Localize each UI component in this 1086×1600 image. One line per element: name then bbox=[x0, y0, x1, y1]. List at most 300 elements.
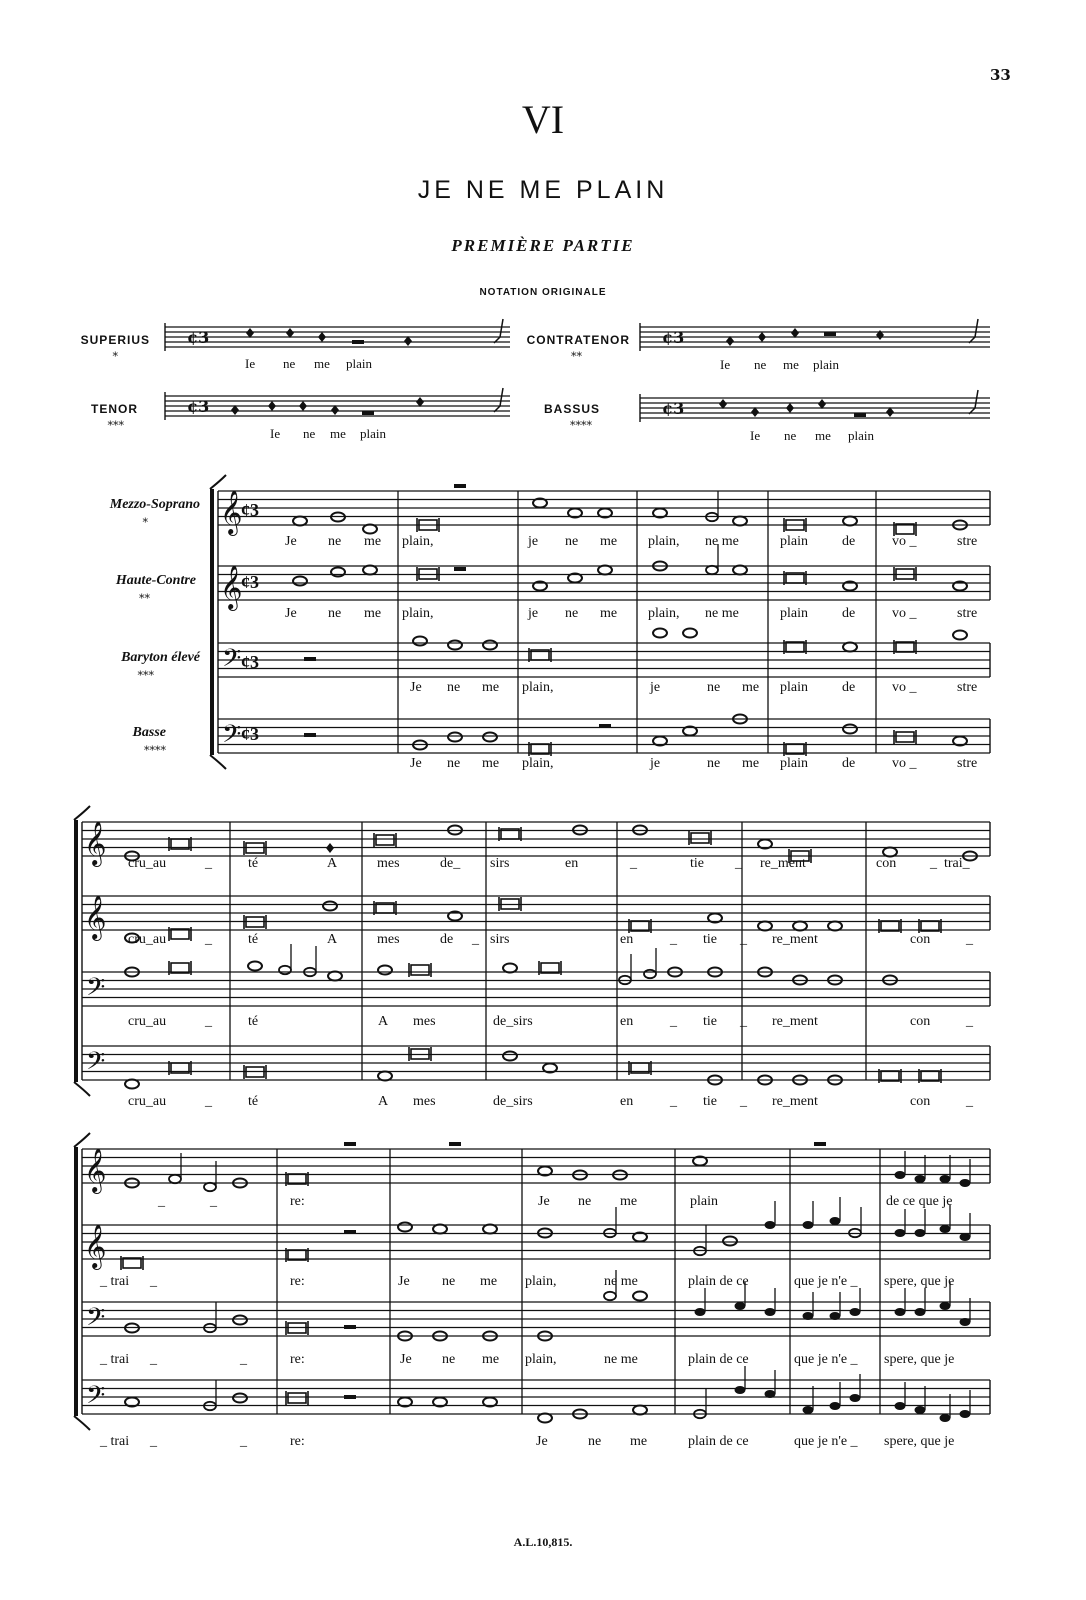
system-2-voice-3-note-2-4 bbox=[328, 972, 342, 981]
system-3-voice-2-note-6-2 bbox=[830, 1217, 841, 1225]
system-3-treble-clef-1: 𝄞 bbox=[84, 1148, 107, 1192]
section-numeral: VI bbox=[521, 97, 565, 142]
lyric-s2-v3-w8: _ bbox=[670, 1014, 677, 1029]
voice-stars-mezzo-soprano: * bbox=[142, 516, 148, 529]
original-staff-superius-note-2 bbox=[318, 332, 326, 342]
lyric-s3-v3-w3: _ bbox=[240, 1352, 247, 1367]
original-lyric-bassus-1: Ie bbox=[750, 428, 761, 443]
lyric-s3-v3-w1: _ trai bbox=[100, 1352, 130, 1367]
lyric-s1-v3-w5: je bbox=[650, 680, 661, 695]
lyric-s3-v4-w6: ne bbox=[588, 1434, 602, 1449]
system-2-bass-clef-3: 𝄢 bbox=[86, 973, 106, 1008]
lyric-s1-v2-w6: ne bbox=[565, 606, 579, 621]
lyric-s3-v4-w9: que je n'e _ bbox=[794, 1434, 858, 1449]
lyric-s1-v4-w4: plain, bbox=[522, 756, 554, 771]
lyric-s3-v3-w2: _ bbox=[150, 1352, 157, 1367]
original-staff-tenor-rest-4 bbox=[362, 411, 374, 415]
lyric-s2-v4-w6: de_sirs bbox=[493, 1094, 533, 1109]
lyric-s1-v4-w2: ne bbox=[447, 756, 461, 771]
system-1-voice-2-note-4-3 bbox=[733, 566, 747, 575]
lyric-s1-v3-w8: plain bbox=[780, 680, 808, 695]
lyric-s3-v1-w1: _ bbox=[158, 1194, 165, 1209]
lyric-s2-v2-w10: _ bbox=[670, 932, 677, 947]
lyric-s2-v2-w12: _ bbox=[740, 932, 747, 947]
system-2-voice-4-note-3-1 bbox=[378, 1072, 392, 1081]
system-1-voice-4-note-2-2 bbox=[448, 733, 462, 742]
system-1-voice-2-note-1-2 bbox=[331, 568, 345, 577]
system-3-voice-4-note-5-3 bbox=[765, 1390, 776, 1398]
system-3-voice-3-note-7-1 bbox=[895, 1308, 906, 1316]
voice-label-tenor: TENOR bbox=[91, 402, 138, 416]
system-2-treble-clef-1: 𝄞 bbox=[84, 821, 107, 865]
voice-stars-haute-contre: ** bbox=[139, 592, 150, 605]
system-1-voice-2-note-1-3 bbox=[363, 566, 377, 575]
lyric-s3-v4-w4: re: bbox=[290, 1434, 305, 1449]
lyric-s3-v2-w11: spere, que je bbox=[884, 1274, 955, 1289]
lyric-s1-v3-w1: Je bbox=[410, 680, 422, 695]
page-title: JE NE ME PLAIN bbox=[417, 176, 669, 204]
system-1-voice-1-note-4-3 bbox=[733, 517, 747, 526]
lyric-s3-v1-w2: _ bbox=[210, 1194, 217, 1209]
original-staff-tenor-note-1 bbox=[268, 401, 276, 411]
lyric-s2-v4-w5: mes bbox=[413, 1094, 436, 1109]
lyric-s3-v1-w6: me bbox=[620, 1194, 638, 1209]
system-3-voice-1-note-1-2 bbox=[169, 1175, 181, 1183]
lyric-s3-v2-w5: ne bbox=[442, 1274, 456, 1289]
lyric-s2-v2-w15: _ bbox=[966, 932, 973, 947]
lyric-s1-v3-w2: ne bbox=[447, 680, 461, 695]
lyric-s3-v4-w1: _ trai bbox=[100, 1434, 130, 1449]
system-3-voice-4-note-5-2 bbox=[735, 1386, 746, 1394]
lyric-s2-v4-w12: con bbox=[910, 1094, 931, 1109]
original-lyric-superius-4: plain bbox=[346, 356, 372, 371]
lyric-s1-v2-w12: vo _ bbox=[892, 606, 917, 621]
system-3-voice-4-note-2-2 bbox=[344, 1395, 356, 1399]
lyric-s1-v2-w10: plain bbox=[780, 606, 808, 621]
original-staff-bassus-mensuration: ¢3 bbox=[662, 399, 685, 418]
voice-label-baryton-eleve: Baryton élevé bbox=[121, 650, 200, 665]
system-1-bass-clef-4: 𝄢 bbox=[222, 720, 242, 755]
page-number: 33 bbox=[990, 66, 1011, 84]
system-1-voice-3-note-4-1 bbox=[653, 629, 667, 638]
lyric-s1-v3-w10: vo _ bbox=[892, 680, 917, 695]
page-subtitle: PREMIÈRE PARTIE bbox=[451, 236, 635, 255]
original-lyric-contratenor-2: ne bbox=[754, 357, 767, 372]
system-2-voice-3-note-3-1 bbox=[378, 966, 392, 975]
lyric-s1-v2-w5: je bbox=[528, 606, 539, 621]
lyric-s2-v4-w3: té bbox=[248, 1094, 259, 1109]
lyric-s2-v1-w13: con bbox=[876, 856, 897, 871]
system-3-voice-1-note-8-1 bbox=[895, 1171, 906, 1179]
voice-stars-contratenor: ** bbox=[571, 350, 582, 363]
lyric-s2-v2-w4: A bbox=[327, 932, 338, 947]
lyric-s2-v3-w7: en bbox=[620, 1014, 634, 1029]
original-lyric-bassus-2: ne bbox=[784, 428, 797, 443]
system-1-voice-1-note-1-1 bbox=[293, 517, 307, 526]
system-3-voice-2-note-5-3 bbox=[765, 1221, 776, 1229]
system-1-voice-2-note-4-2 bbox=[706, 566, 718, 574]
original-lyric-tenor-3: me bbox=[330, 426, 346, 441]
system-3-voice-4-note-7-1 bbox=[895, 1402, 906, 1410]
voice-stars-superius: * bbox=[112, 350, 118, 363]
system-1-bracket-bottom bbox=[210, 755, 226, 769]
lyric-s2-v4-w13: _ bbox=[966, 1094, 973, 1109]
lyric-s1-v1-w6: ne bbox=[565, 534, 579, 549]
lyric-s2-v2-w8: sirs bbox=[490, 932, 510, 947]
lyric-s3-v1-w7: plain bbox=[690, 1194, 718, 1209]
lyric-s2-v2-w6: de bbox=[440, 932, 454, 947]
lyric-s1-v4-w11: stre bbox=[957, 756, 978, 771]
system-2-voice-2-note-6-1 bbox=[758, 922, 772, 931]
system-3-voice-2-note-7-4 bbox=[960, 1233, 971, 1241]
system-3-voice-3-note-5-1 bbox=[695, 1308, 706, 1316]
lyric-s2-v4-w4: A bbox=[378, 1094, 389, 1109]
system-3-voice-4-note-6-2 bbox=[830, 1402, 841, 1410]
system-2-voice-2-note-6-2 bbox=[793, 922, 807, 931]
system-3-voice-1-note-8-3 bbox=[940, 1175, 951, 1183]
system-3-treble-clef-2: 𝄞 bbox=[84, 1224, 107, 1268]
system-1-voice-4-note-3-2 bbox=[599, 724, 611, 728]
lyric-s3-v4-w5: Je bbox=[536, 1434, 548, 1449]
lyric-s3-v1-w5: ne bbox=[578, 1194, 592, 1209]
system-3-voice-4-note-6-1 bbox=[803, 1406, 814, 1414]
lyric-s2-v1-w7: sirs bbox=[490, 856, 510, 871]
system-2-voice-3-note-2-2 bbox=[279, 966, 291, 974]
system-2-voice-4-note-4-1 bbox=[503, 1052, 517, 1061]
lyric-s2-v3-w9: tie bbox=[703, 1014, 717, 1029]
lyric-s3-v4-w2: _ bbox=[150, 1434, 157, 1449]
lyric-s1-v4-w6: ne bbox=[707, 756, 721, 771]
system-2-bracket-bottom bbox=[74, 1082, 90, 1096]
system-3-voice-4-note-2-1 bbox=[288, 1393, 306, 1403]
lyric-s1-v1-w9: ne me bbox=[705, 534, 739, 549]
original-lyric-tenor-1: Ie bbox=[270, 426, 281, 441]
lyric-s2-v1-w9: _ bbox=[630, 856, 637, 871]
system-1-voice-4-note-2-3 bbox=[483, 733, 497, 742]
lyric-s3-v2-w4: Je bbox=[398, 1274, 410, 1289]
system-3-voice-2-note-5-2 bbox=[723, 1237, 737, 1246]
system-3-voice-4-note-4-3 bbox=[633, 1406, 647, 1415]
system-3-voice-3-note-4-2 bbox=[604, 1292, 616, 1300]
system-3-voice-1-note-8-2 bbox=[915, 1175, 926, 1183]
system-2-voice-3-note-4-1 bbox=[503, 964, 517, 973]
lyric-s1-v1-w8: plain, bbox=[648, 534, 680, 549]
lyric-s2-v1-w10: tie bbox=[690, 856, 704, 871]
lyric-s3-v3-w6: ne bbox=[442, 1352, 456, 1367]
voice-label-mezzo-soprano: Mezzo-Soprano bbox=[109, 497, 200, 512]
system-2-voice-1-note-2-2 bbox=[326, 843, 334, 853]
voice-label-superius: SUPERIUS bbox=[80, 333, 150, 347]
lyric-s1-v3-w7: me bbox=[742, 680, 760, 695]
lyric-s2-v3-w6: de_sirs bbox=[493, 1014, 533, 1029]
system-2-bass-clef-4: 𝄢 bbox=[86, 1047, 106, 1082]
lyric-s1-v3-w3: me bbox=[482, 680, 500, 695]
system-3-voice-2-note-3-2 bbox=[433, 1225, 447, 1234]
lyric-s2-v1-w12: re_ment bbox=[760, 856, 806, 871]
system-1-voice-1-note-5-2 bbox=[843, 517, 857, 526]
lyric-s1-v1-w11: de bbox=[842, 534, 856, 549]
lyric-s1-v2-w13: stre bbox=[957, 606, 978, 621]
lyric-s2-v1-w11: _ bbox=[735, 856, 742, 871]
original-staff-contratenor-note-1 bbox=[758, 332, 766, 342]
lyric-s2-v4-w10: _ bbox=[740, 1094, 747, 1109]
lyric-s2-v1-w2: _ bbox=[205, 856, 212, 871]
voice-stars-tenor: *** bbox=[107, 419, 124, 432]
original-lyric-tenor-4: plain bbox=[360, 426, 386, 441]
system-2-voice-3-note-5-2 bbox=[644, 970, 656, 978]
original-staff-superius-custos bbox=[494, 319, 503, 343]
lyric-s1-v3-w9: de bbox=[842, 680, 856, 695]
system-3-voice-3-note-6-2 bbox=[830, 1312, 841, 1320]
lyric-s3-v3-w12: spere, que je bbox=[884, 1352, 955, 1367]
lyric-s2-v3-w10: _ bbox=[740, 1014, 747, 1029]
time-signature-s1-v1: ¢3 bbox=[241, 500, 259, 520]
lyric-s1-v4-w8: plain bbox=[780, 756, 808, 771]
system-2-voice-4-note-1-1 bbox=[125, 1080, 139, 1089]
system-3-voice-2-note-7-1 bbox=[895, 1229, 906, 1237]
lyric-s3-v3-w5: Je bbox=[400, 1352, 412, 1367]
lyric-s2-v2-w1: cru_au bbox=[128, 932, 167, 947]
system-1-voice-1-note-2-2 bbox=[454, 484, 466, 488]
system-3-voice-4-note-4-1 bbox=[538, 1414, 552, 1423]
lyric-s1-v2-w8: plain, bbox=[648, 606, 680, 621]
system-3-voice-1-note-3-1 bbox=[344, 1142, 356, 1146]
lyric-s2-v1-w15: trai_ bbox=[944, 856, 970, 871]
lyric-s3-v2-w7: plain, bbox=[525, 1274, 557, 1289]
original-lyric-contratenor-1: Ie bbox=[720, 357, 731, 372]
system-2-voice-3-note-3-2 bbox=[411, 965, 429, 975]
lyric-s2-v4-w7: en bbox=[620, 1094, 634, 1109]
lyric-s1-v1-w5: je bbox=[528, 534, 539, 549]
system-3-voice-2-note-6-1 bbox=[803, 1221, 814, 1229]
lyric-s2-v4-w11: re_ment bbox=[772, 1094, 818, 1109]
lyric-s2-v3-w4: A bbox=[378, 1014, 389, 1029]
lyric-s1-v4-w7: me bbox=[742, 756, 760, 771]
original-staff-bassus-note-2 bbox=[786, 403, 794, 413]
voice-stars-baryton-eleve: *** bbox=[137, 669, 154, 682]
system-1-voice-3-note-6-2 bbox=[953, 631, 967, 640]
system-3-voice-1-note-7-1 bbox=[814, 1142, 826, 1146]
original-staff-tenor-note-2 bbox=[299, 401, 307, 411]
system-3-voice-3-note-7-4 bbox=[960, 1318, 971, 1326]
original-staff-contratenor-custos bbox=[969, 319, 978, 343]
system-1-voice-2-note-1-1 bbox=[293, 577, 307, 586]
lyric-s2-v2-w13: re_ment bbox=[772, 932, 818, 947]
original-staff-superius-mensuration: ¢3 bbox=[187, 328, 210, 347]
lyric-s3-v2-w1: _ trai bbox=[100, 1274, 130, 1289]
lyric-s1-v2-w9: ne me bbox=[705, 606, 739, 621]
system-3-voice-3-note-5-2 bbox=[735, 1302, 746, 1310]
original-lyric-bassus-4: plain bbox=[848, 428, 874, 443]
lyric-s2-v3-w5: mes bbox=[413, 1014, 436, 1029]
time-signature-s1-v2: ¢3 bbox=[241, 572, 259, 592]
system-3-voice-1-note-8-4 bbox=[960, 1179, 971, 1187]
system-3-bracket-top bbox=[74, 1133, 90, 1147]
lyric-s1-v1-w12: vo _ bbox=[892, 534, 917, 549]
lyric-s1-v2-w4: plain, bbox=[402, 606, 434, 621]
system-2-bracket-top bbox=[74, 806, 90, 820]
system-2-voice-1-note-3-1 bbox=[376, 835, 394, 845]
system-1-treble-clef-1: 𝄞 bbox=[220, 490, 243, 534]
voice-label-basse: Basse bbox=[132, 725, 166, 740]
lyric-s1-v4-w5: je bbox=[650, 756, 661, 771]
lyric-s3-v2-w9: plain de ce bbox=[688, 1274, 749, 1289]
voice-label-bassus: BASSUS bbox=[543, 402, 600, 416]
lyric-s2-v2-w5: mes bbox=[377, 932, 400, 947]
lyric-s3-v1-w8: de ce que je bbox=[886, 1194, 953, 1209]
time-signature-s1-v4: ¢3 bbox=[241, 724, 259, 744]
lyric-s2-v3-w3: té bbox=[248, 1014, 259, 1029]
lyric-s2-v1-w3: té bbox=[248, 856, 259, 871]
lyric-s1-v1-w4: plain, bbox=[402, 534, 434, 549]
system-3-voice-4-note-7-2 bbox=[915, 1406, 926, 1414]
system-3-voice-3-note-2-2 bbox=[344, 1325, 356, 1329]
lyric-s3-v3-w8: plain, bbox=[525, 1352, 557, 1367]
lyric-s2-v1-w6: de_ bbox=[440, 856, 461, 871]
lyric-s2-v3-w2: _ bbox=[205, 1014, 212, 1029]
original-lyric-superius-2: ne bbox=[283, 356, 296, 371]
system-2-voice-2-note-6-3 bbox=[828, 922, 842, 931]
lyric-s2-v4-w2: _ bbox=[205, 1094, 212, 1109]
lyric-s2-v4-w9: tie bbox=[703, 1094, 717, 1109]
system-3-voice-4-note-1-3 bbox=[233, 1394, 247, 1403]
lyric-s2-v1-w8: en bbox=[565, 856, 579, 871]
lyric-s1-v2-w1: Je bbox=[285, 606, 297, 621]
original-lyric-contratenor-4: plain bbox=[813, 357, 839, 372]
lyric-s1-v4-w10: vo _ bbox=[892, 756, 917, 771]
system-1-voice-2-note-2-2 bbox=[454, 567, 466, 571]
voice-label-haute-contre: Haute-Contre bbox=[115, 573, 196, 588]
lyric-s1-v3-w4: plain, bbox=[522, 680, 554, 695]
original-lyric-superius-3: me bbox=[314, 356, 330, 371]
lyric-s1-v4-w3: me bbox=[482, 756, 500, 771]
voice-stars-bassus: **** bbox=[570, 419, 592, 432]
lyric-s2-v2-w9: en bbox=[620, 932, 634, 947]
system-1-voice-4-note-1-1 bbox=[304, 733, 316, 737]
system-2-treble-clef-2: 𝄞 bbox=[84, 895, 107, 939]
system-1-bracket-top bbox=[210, 475, 226, 489]
lyric-s2-v1-w5: mes bbox=[377, 856, 400, 871]
system-1-voice-3-note-4-2 bbox=[683, 629, 697, 638]
system-2-voice-2-note-2-2 bbox=[323, 902, 337, 911]
original-staff-bassus-rest-4 bbox=[854, 413, 866, 417]
system-3-voice-2-note-7-3 bbox=[940, 1225, 951, 1233]
system-1-voice-2-note-3-3 bbox=[598, 566, 612, 575]
system-1-voice-3-note-2-3 bbox=[483, 641, 497, 650]
system-3-bass-clef-4: 𝄢 bbox=[86, 1381, 106, 1416]
system-3-voice-4-note-7-3 bbox=[940, 1414, 951, 1422]
lyric-s1-v1-w2: ne bbox=[328, 534, 342, 549]
original-staff-bassus-custos bbox=[969, 390, 978, 414]
lyric-s3-v1-w3: re: bbox=[290, 1194, 305, 1209]
system-1-voice-3-note-2-1 bbox=[413, 637, 427, 646]
lyric-s1-v1-w3: me bbox=[364, 534, 382, 549]
lyric-s3-v2-w3: re: bbox=[290, 1274, 305, 1289]
lyric-s3-v4-w10: spere, que je bbox=[884, 1434, 955, 1449]
original-lyric-contratenor-3: me bbox=[783, 357, 799, 372]
lyric-s1-v4-w1: Je bbox=[410, 756, 422, 771]
time-signature-s1-v3: ¢3 bbox=[241, 652, 259, 672]
lyric-s2-v3-w12: con bbox=[910, 1014, 931, 1029]
lyric-s2-v2-w3: té bbox=[248, 932, 259, 947]
system-3-voice-2-note-3-1 bbox=[398, 1223, 412, 1232]
lyric-s1-v1-w10: plain bbox=[780, 534, 808, 549]
system-1-voice-4-note-5-2 bbox=[843, 725, 857, 734]
system-3-voice-3-note-4-3 bbox=[633, 1292, 647, 1301]
lyric-s1-v3-w6: ne bbox=[707, 680, 721, 695]
system-1-voice-4-note-6-1 bbox=[896, 732, 914, 742]
lyric-s1-v1-w13: stre bbox=[957, 534, 978, 549]
lyric-s3-v2-w8: ne me bbox=[604, 1274, 638, 1289]
system-3-voice-3-note-6-1 bbox=[803, 1312, 814, 1320]
system-3-voice-1-note-4-1 bbox=[449, 1142, 461, 1146]
lyric-s3-v3-w10: plain de ce bbox=[688, 1352, 749, 1367]
lyric-s3-v1-w4: Je bbox=[538, 1194, 550, 1209]
lyric-s1-v4-w9: de bbox=[842, 756, 856, 771]
system-3-voice-4-note-6-3 bbox=[850, 1394, 861, 1402]
original-staff-superius-rest-3 bbox=[352, 340, 364, 344]
lyric-s1-v2-w11: de bbox=[842, 606, 856, 621]
original-staff-tenor-custos bbox=[494, 388, 503, 412]
system-1-voice-1-note-1-3 bbox=[363, 525, 377, 534]
system-1-bass-clef-3: 𝄢 bbox=[222, 644, 242, 679]
lyric-s3-v3-w9: ne me bbox=[604, 1352, 638, 1367]
lyric-s3-v3-w7: me bbox=[482, 1352, 500, 1367]
system-1-treble-clef-2: 𝄞 bbox=[220, 565, 243, 609]
lyric-s1-v1-w7: me bbox=[600, 534, 618, 549]
original-lyric-superius-1: Ie bbox=[245, 356, 256, 371]
system-3-bracket-bottom bbox=[74, 1416, 90, 1430]
lyric-s1-v1-w1: Je bbox=[285, 534, 297, 549]
system-3-voice-1-note-1-3 bbox=[204, 1183, 216, 1191]
voice-label-contratenor: CONTRATENOR bbox=[526, 333, 630, 347]
lyric-s2-v2-w2: _ bbox=[205, 932, 212, 947]
system-3-voice-3-note-7-2 bbox=[915, 1308, 926, 1316]
lyric-s3-v3-w4: re: bbox=[290, 1352, 305, 1367]
system-3-voice-3-note-7-3 bbox=[940, 1302, 951, 1310]
lyric-s1-v2-w7: me bbox=[600, 606, 618, 621]
original-staff-contratenor-rest-3 bbox=[824, 332, 836, 336]
lyric-s3-v4-w7: me bbox=[630, 1434, 648, 1449]
lyric-s3-v3-w11: que je n'e _ bbox=[794, 1352, 858, 1367]
original-staff-contratenor-mensuration: ¢3 bbox=[662, 328, 685, 347]
original-lyric-tenor-2: ne bbox=[303, 426, 316, 441]
lyric-s3-v2-w2: _ bbox=[150, 1274, 157, 1289]
lyric-s2-v3-w13: _ bbox=[966, 1014, 973, 1029]
system-2-voice-3-note-2-1 bbox=[248, 962, 262, 971]
lyric-s3-v4-w8: plain de ce bbox=[688, 1434, 749, 1449]
lyric-s2-v2-w7: _ bbox=[472, 932, 479, 947]
system-2-voice-1-note-5-2 bbox=[691, 833, 709, 843]
lyric-s2-v3-w1: cru_au bbox=[128, 1014, 167, 1029]
lyric-s2-v2-w11: tie bbox=[703, 932, 717, 947]
lyric-s2-v1-w1: cru_au bbox=[128, 856, 167, 871]
lyric-s1-v2-w3: me bbox=[364, 606, 382, 621]
system-3-voice-3-note-1-3 bbox=[233, 1316, 247, 1325]
lyric-s2-v3-w11: re_ment bbox=[772, 1014, 818, 1029]
lyric-s1-v3-w11: stre bbox=[957, 680, 978, 695]
lyric-s2-v4-w1: cru_au bbox=[128, 1094, 167, 1109]
lyric-s2-v1-w4: A bbox=[327, 856, 338, 871]
system-1-voice-3-note-1-1 bbox=[304, 657, 316, 661]
system-1-voice-3-note-2-2 bbox=[448, 641, 462, 650]
lyric-s3-v2-w6: me bbox=[480, 1274, 498, 1289]
lyric-s2-v1-w14: _ bbox=[930, 856, 937, 871]
system-3-voice-3-note-6-3 bbox=[850, 1308, 861, 1316]
system-3-voice-4-note-7-4 bbox=[960, 1410, 971, 1418]
notation-heading: NOTATION ORIGINALE bbox=[479, 287, 607, 298]
system-3-voice-2-note-3-3 bbox=[483, 1225, 497, 1234]
